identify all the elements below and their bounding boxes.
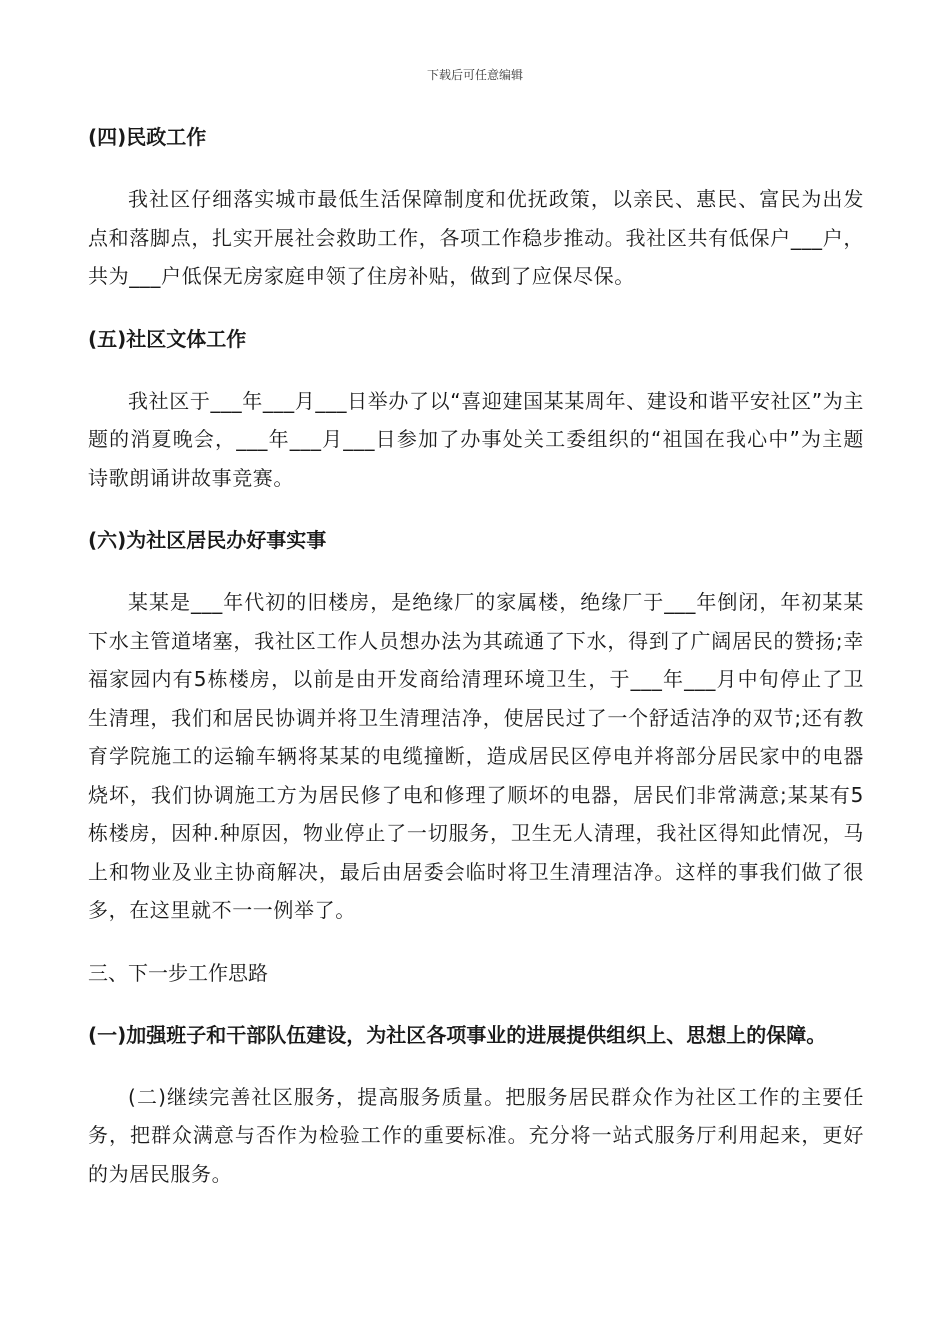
section-heading-resident-services: (六)为社区居民办好事实事 <box>88 528 327 552</box>
section-paragraph-resident-services: 某某是___年代初的旧楼房，是绝缘厂的家属楼，绝缘厂于___年倒闭，年初某某下水主管道堵塞，我社区工作人员想办法为其疏通了下水，得到了广阔居民的赞扬;幸福家园内有5栋楼房，以前是由开发商给清理环境卫生，于___年___月中旬停止了卫生清理，我们和居民协调并将卫生清理洁净，使居民过了一个舒适洁净的双节;还有教育学院施工的运输车辆将某某的电缆撞断，造成居民区停电并将部分居民家中的电器烧坏，我们协调施工方为居民修了电和修理了顺坏的电器，居民们非常满意;某某有5栋楼房，因种.种原因，物业停止了一切服务，卫生无人清理，我社区得知此情况，马上和物业及业主协商解决，最后由居委会临时将卫生清理洁净。这样的事我们做了很多，在这里就不一一例举了。 <box>88 590 864 922</box>
section-heading-next-steps: 三、下一步工作思路 <box>88 960 268 985</box>
page-header-note: 下载后可任意编辑 <box>426 68 523 82</box>
section-paragraph-culture-sports: 我社区于___年___月___日举办了以“喜迎建国某某周年、建设和谐平安社区”为主题的消夏晚会，___年___月___日参加了办事处关工委组织的“祖国在我心中”为主题诗歌朗诵讲故事竞赛。 <box>88 388 864 490</box>
section-paragraph-civil-affairs: 我社区仔细落实城市最低生活保障制度和优抚政策，以亲民、惠民、富民为出发点和落脚点，扎实开展社会救助工作，各项工作稳步推动。我社区共有低保户___户，共为___户低保无房家庭申领了住房补贴，做到了应保尽保。 <box>88 187 864 288</box>
subsection-heading-team-building: (一)加强班子和干部队伍建设，为社区各项事业的进展提供组织上、思想上的保障。 <box>88 1022 827 1047</box>
section-heading-civil-affairs: (四)民政工作 <box>88 125 207 149</box>
document-body <box>88 118 864 1193</box>
subsection-paragraph-community-service: (二)继续完善社区服务，提高服务质量。把服务居民群众作为社区工作的主要任务，把群众满意与否作为检验工作的重要标准。充分将一站式服务厅利用起来，更好的为居民服务。 <box>88 1084 864 1186</box>
section-heading-culture-sports: (五)社区文体工作 <box>88 326 247 351</box>
